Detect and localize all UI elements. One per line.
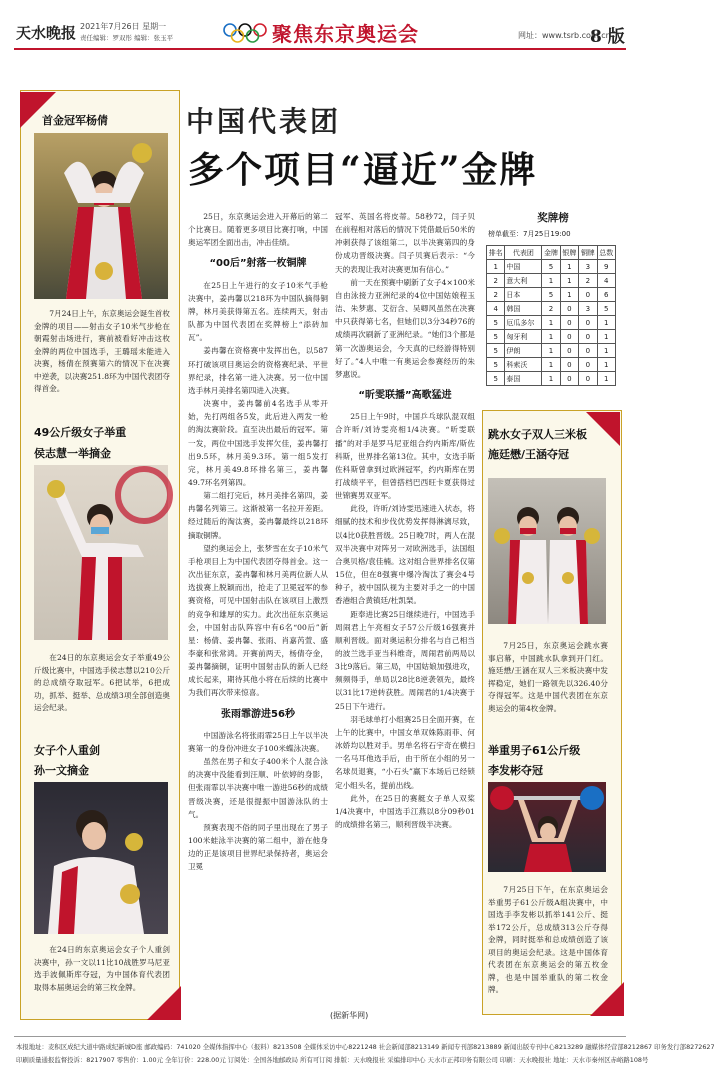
- medal-table-title: 奖牌榜: [537, 212, 569, 224]
- article-paragraph: 预赛表现不俗的同子里出现在了男子100米蛙泳半决赛的第二组中，游在他身边的正是该项目世界纪录保持者，奥运会卫冕: [188, 822, 328, 872]
- footer-info-line-1: 本报地址：麦积区成纪大道中路成纪新城D座 邮政编码：741020 全媒体指挥中心（报料）8213508 全媒体采访中心8221248 社会新闻部8213149 新闻专刊部8213889 新闻出版专刊中心8213289 融媒体经营部8212867 印务发行部8272627: [16, 1043, 715, 1051]
- table-cell: 5: [487, 330, 505, 344]
- olympic-rings-icon: [222, 22, 268, 44]
- table-cell: 韩国: [505, 302, 542, 316]
- table-cell: 5: [487, 358, 505, 372]
- table-cell: 0: [579, 358, 597, 372]
- table-cell: 5: [597, 302, 615, 316]
- article-paragraph: 25日上午9时，中国乒乓球队混双组合许昕/刘诗雯亮相1/4决赛。“昕雯联播”的对手是罗马尼亚组合约内斯库/斯佐科斯，世界排名第13位。其中，女选手斯佐科斯曾拿到过欧洲冠军，约内斯库在男打战绩平平，但曾搭档巴西旺卡夏获得过世锦赛男双亚军。: [335, 412, 475, 501]
- page-number: 8 版: [590, 27, 625, 47]
- sidebar-caption-3: 在24日的东京奥运会女子个人重剑决赛中，孙一文以11比10战胜罗马尼亚选手波佩斯库夺冠，为中国体育代表团取得本届奥运会的第三枚金牌。: [34, 945, 170, 992]
- article-paragraph: 中国游泳名将张雨霏25日上午以半决赛第一的身份冲进女子100米蝶泳决赛。: [188, 730, 328, 753]
- website-url: 网址：www.tsrb.com.cn: [518, 31, 611, 40]
- footer-rule: [14, 1036, 626, 1037]
- table-cell: 6: [597, 288, 615, 302]
- table-header-cell: 银牌: [560, 246, 578, 260]
- header-rule: [14, 48, 626, 50]
- article-paragraph: 此外，在25日的赛艇女子单人双桨1/4决赛中，中国选手江燕以8分09秒01的成绩排名第三，顺利晋级半决赛。: [335, 793, 475, 830]
- table-cell: 5: [542, 288, 560, 302]
- sidebar-subtitle-4: 施廷懋/王涵夺冠: [488, 448, 570, 461]
- table-cell: 日本: [505, 288, 542, 302]
- table-cell: 2: [542, 302, 560, 316]
- sidebar-title-1: 首金冠军杨倩: [42, 114, 108, 127]
- table-cell: 1: [542, 372, 560, 386]
- table-cell: 0: [560, 302, 578, 316]
- medal-table-box: [486, 210, 620, 386]
- table-header-cell: 代表团: [505, 246, 542, 260]
- photo-shi-wang: [488, 478, 606, 624]
- table-cell: 2: [487, 288, 505, 302]
- table-cell: 意大利: [505, 274, 542, 288]
- table-cell: 0: [560, 358, 578, 372]
- athlete-figure-image: [34, 465, 168, 640]
- article-paragraph: 此役，许昕/刘诗雯迅速进入状态，将细腻的技术和步伐优势发挥得淋漓尽致，以4比0获胜晋级。25日晚7时，两人在混双半决赛中对阵另一对欧洲选手，法国组合奥贝格/袁佳楠。这对组合世界排名仅第15位，但在8强赛中爆冷淘汰了赛会4号种子，被中国队视为主要对手之一的中国香港组合黄镇廷/杜凯琹。: [335, 504, 475, 606]
- table-header-cell: 铜牌: [579, 246, 597, 260]
- article-paragraph: 前一天在预赛中刷新了女子4×100米自由泳接力亚洲纪录的4位中国姑娘程玉洁、朱梦惠、艾衍含、吴卿风虽然在决赛中只获得第七名，但她们以3分34秒76的成绩再次刷新了亚洲纪录。“她们3个都是第一次游奥运会，今天真的已经游得特别好了。”4人中唯一有奥运会参赛经历的朱梦惠说。: [335, 277, 475, 379]
- table-cell: 0: [560, 344, 578, 358]
- table-cell: 1: [560, 260, 578, 274]
- sidebar-title-4: 跳水女子双人三米板: [488, 428, 587, 441]
- table-cell: 厄瓜多尔: [505, 316, 542, 330]
- table-cell: 2: [579, 274, 597, 288]
- decor-corner: [147, 986, 181, 1020]
- decor-corner: [586, 412, 620, 446]
- table-cell: 3: [579, 302, 597, 316]
- medal-table-date: 榜单截至：7月25日19:00: [488, 230, 571, 238]
- table-cell: 1: [597, 358, 615, 372]
- table-cell: 1: [542, 358, 560, 372]
- table-cell: 0: [579, 330, 597, 344]
- sidebar-subtitle-5: 李发彬夺冠: [488, 764, 543, 777]
- table-header-row: [487, 246, 616, 260]
- table-row: [487, 274, 616, 288]
- athlete-figure-image: [34, 782, 168, 934]
- table-cell: 1: [542, 330, 560, 344]
- article-paragraph: 冠军、英国名将皮蒂。58秒72，闫子贝在前程相对落后的情况下凭借最后50米的冲刺获得了该组第二，以半决赛第四的身份成功晋级决赛。闫子贝赛后表示：“今天的表现让我对决赛更加有信心。”: [335, 212, 475, 274]
- sidebar-caption-2: 在24日的东京奥运会女子举重49公斤级比赛中，中国选手侯志慧以210公斤的总成绩夺取冠军。6把试举，6把成功，抓举、挺举、总成绩3项全部创造奥运会纪录。: [34, 653, 170, 712]
- table-row: [487, 288, 616, 302]
- athlete-figure-image: [488, 782, 606, 872]
- sidebar-title-3: 女子个人重剑: [34, 744, 100, 757]
- table-cell: 5: [487, 316, 505, 330]
- article-paragraph: 在25日上午进行的女子10米气手枪决赛中，姜冉馨以218环为中国队摘得铜牌，林月美获得第五名。连续两天，射击队都为中国代表团在奖牌榜上“添砖加瓦”。: [188, 280, 328, 343]
- table-row: [487, 358, 616, 372]
- table-row: [487, 330, 616, 344]
- table-cell: 5: [487, 372, 505, 386]
- table-cell: 伊朗: [505, 344, 542, 358]
- sidebar-caption-1: 7月24日上午，东京奥运会诞生首枚金牌的项目——射击女子10米气步枪在朝霞射击场进行，赛前被看好冲击这枚金牌的两位中国选手，王璐瑶未能进入决赛，杨倩在预赛第六的情况下在决赛中逆袭，以决赛251.8环为中国代表团夺得首金。: [34, 309, 170, 393]
- table-header-cell: 排名: [487, 246, 505, 260]
- table-cell: 1: [597, 372, 615, 386]
- table-cell: 1: [560, 274, 578, 288]
- photo-yang-qian: [34, 133, 168, 299]
- table-cell: 4: [597, 274, 615, 288]
- article-paragraph: 望约奥运会上，张梦雪在女子10米气手枪项目上为中国代表团夺得首金。这一次出征东京，姜冉馨和林月美两位新人从选拔赛上脱颖而出，抢走了卫冕冠军的参赛资格，可见中国射击队在该项目上激烈的竞争和雄厚的实力。此次出征东京奥运会，中国射击队阵容中有6名“00后”新星：杨倩、姜冉馨、张雨、肖嘉芮萱、盛李豪和张常鸿。开赛前两天，杨倩夺金，姜冉馨摘铜，证明中国射击队的新人已经成长起来，期待其他小将在后续的比赛中为我们再次带来惊喜。: [188, 543, 328, 698]
- photo-li-fabin: [488, 782, 606, 872]
- sidebar-title-5: 举重男子61公斤级: [488, 744, 581, 757]
- table-cell: 匈牙利: [505, 330, 542, 344]
- sidebar-subtitle-3: 孙一文摘金: [34, 764, 89, 777]
- table-cell: 0: [560, 372, 578, 386]
- table-row: [487, 344, 616, 358]
- table-cell: 5: [542, 260, 560, 274]
- table-cell: 泰国: [505, 372, 542, 386]
- sidebar-subtitle-2: 侯志慧一举摘金: [34, 447, 111, 460]
- article-source: (据新华网): [330, 1011, 369, 1020]
- table-cell: 0: [579, 372, 597, 386]
- newspaper-logo: 天水晚报: [16, 24, 77, 42]
- table-cell: 9: [597, 260, 615, 274]
- athletes-figure-image: [488, 478, 606, 624]
- photo-hou-zhihui: [34, 465, 168, 640]
- table-row: [487, 316, 616, 330]
- article-subheading: 张雨霏游进56秒: [221, 708, 295, 720]
- article-column-1: [188, 210, 328, 874]
- table-cell: 1: [542, 344, 560, 358]
- footer-info-line-2: 印刷质量通报监督投诉：8217907 零售价：1.00元 全年订价：228.00元 订阅处：全国各地邮政局 所有可订阅 排版：天水晚报社 采编排印中心 天水市正邦印务有限公司 印刷：天水晚报社 地址：天水市秦州区赤峪路108号: [16, 1056, 649, 1064]
- table-cell: 1: [487, 260, 505, 274]
- editor-credits: 责任编辑：罗双彤 编辑：张玉平: [80, 34, 174, 42]
- table-cell: 1: [597, 344, 615, 358]
- headline-line-1: 中国代表团: [186, 105, 342, 138]
- article-paragraph: 决赛中，姜冉馨前4名选手从零开始，先打两组各5发，此后进入两发一枪的淘汰赛阶段。直至决出最后的冠军。第一发，两位中国选手发挥欠佳，姜冉馨打出9.5环，林月美9.3环。第一组5发打完，林月美49.8环排名第三，姜冉馨49.7环名列第四。: [188, 399, 328, 487]
- table-cell: 1: [597, 330, 615, 344]
- table-cell: 3: [579, 260, 597, 274]
- photo-sun-yiwen: [34, 782, 168, 934]
- table-cell: 0: [579, 344, 597, 358]
- article-paragraph: 第二组打完后，林月美排名第四，姜冉馨名列第三。这渐被第一名拉开差距。经过随后的淘汰赛，姜冉馨最终以218环摘取铜牌。: [188, 491, 328, 540]
- article-paragraph: 距奉进比赛25日继续进行，中国选手周闹君上午亮相女子57公斤级16强赛并顺利晋级。面对奥运积分排名与自己相当的波兰选手亚当科维奇，周闹君前两局以3比9落后。第三局，中国姑娘加强进攻，频频得手，单局以28比8逆袭领先，最终以31比17逆转获胜。周闹君的1/4决赛于25日下午进行。: [335, 609, 475, 711]
- table-cell: 1: [597, 316, 615, 330]
- article-paragraph: 虽然在男子和女子400米个人混合泳的决赛中没能看到汪顺、叶依婷的身影，但张雨霏以半决赛中唯一游进56秒的成绩晋级决赛，还是很提振中国游泳队的士气。: [188, 757, 328, 819]
- sidebar-caption-4: 7月25日，东京奥运会跳水赛事启幕，中国跳水队拿到开门红。施廷懋/王涵在双人三米板决赛中发挥稳定，她们一路领先以326.40分夺得冠军。这是中国代表团在东京奥运会的第4枚金牌。: [488, 641, 608, 713]
- issue-date: 2021年7月26日 星期一: [80, 22, 167, 31]
- table-row: [487, 302, 616, 316]
- page-header: [0, 0, 640, 50]
- decor-corner: [590, 982, 624, 1016]
- table-header-cell: 总数: [597, 246, 615, 260]
- table-cell: 0: [579, 316, 597, 330]
- table-cell: 4: [487, 302, 505, 316]
- sidebar-title-2: 49公斤级女子举重: [34, 426, 127, 439]
- headline-line-2: 多个项目“逼近”金牌: [188, 149, 538, 191]
- table-cell: 2: [487, 274, 505, 288]
- table-cell: 1: [542, 316, 560, 330]
- sidebar-caption-5: 7月25日下午，在东京奥运会举重男子61公斤级A组决赛中，中国选手李发彬以抓举141公斤、挺举172公斤，总成绩313公斤夺得金牌，同时挺举和总成绩创造了该项目的奥运会纪录。这是中国体育代表团在东京奥运会的第五枚金牌，也是中国举重队的第二枚金牌。: [488, 885, 608, 994]
- table-cell: 5: [487, 344, 505, 358]
- article-paragraph: 羽毛球单打小组赛25日全面开赛，在上午的比赛中，中国女单双姝陈雨菲、何冰娇均以胜对手。男单名将石宇奇在横扫一名马耳他选手后，由于所在小组的另一名球员退赛，“小石头”赢下本场后已经锁定小组头名，提前出线。: [335, 714, 475, 790]
- table-cell: 0: [560, 316, 578, 330]
- article-subheading: “00后”射落一枚铜牌: [209, 258, 307, 270]
- article-paragraph: 25日，东京奥运会进入开幕后的第二个比赛日。随着更多项目比赛打响，中国奥运军团全面出击，冲击佳绩。: [188, 212, 328, 248]
- table-cell: 1: [542, 274, 560, 288]
- article-subheading: “昕雯联播”高歌猛进: [358, 390, 452, 402]
- table-cell: 1: [560, 288, 578, 302]
- article-paragraph: 姜冉馨在资格赛中发挥出色，以587环打破该项目奥运会的资格赛纪录、平世界纪录，排名第一进入决赛。另一位中国选手林月美排名第四进入决赛。: [188, 346, 328, 395]
- table-cell: 中国: [505, 260, 542, 274]
- table-cell: 0: [579, 288, 597, 302]
- article-column-2: [335, 210, 475, 831]
- section-title: 聚焦东京奥运会: [272, 22, 419, 46]
- table-header-cell: 金牌: [542, 246, 560, 260]
- medal-table: [486, 245, 616, 386]
- table-row: [487, 372, 616, 386]
- table-cell: 0: [560, 330, 578, 344]
- athlete-figure-image: [34, 133, 168, 299]
- table-cell: 科索沃: [505, 358, 542, 372]
- table-row: [487, 260, 616, 274]
